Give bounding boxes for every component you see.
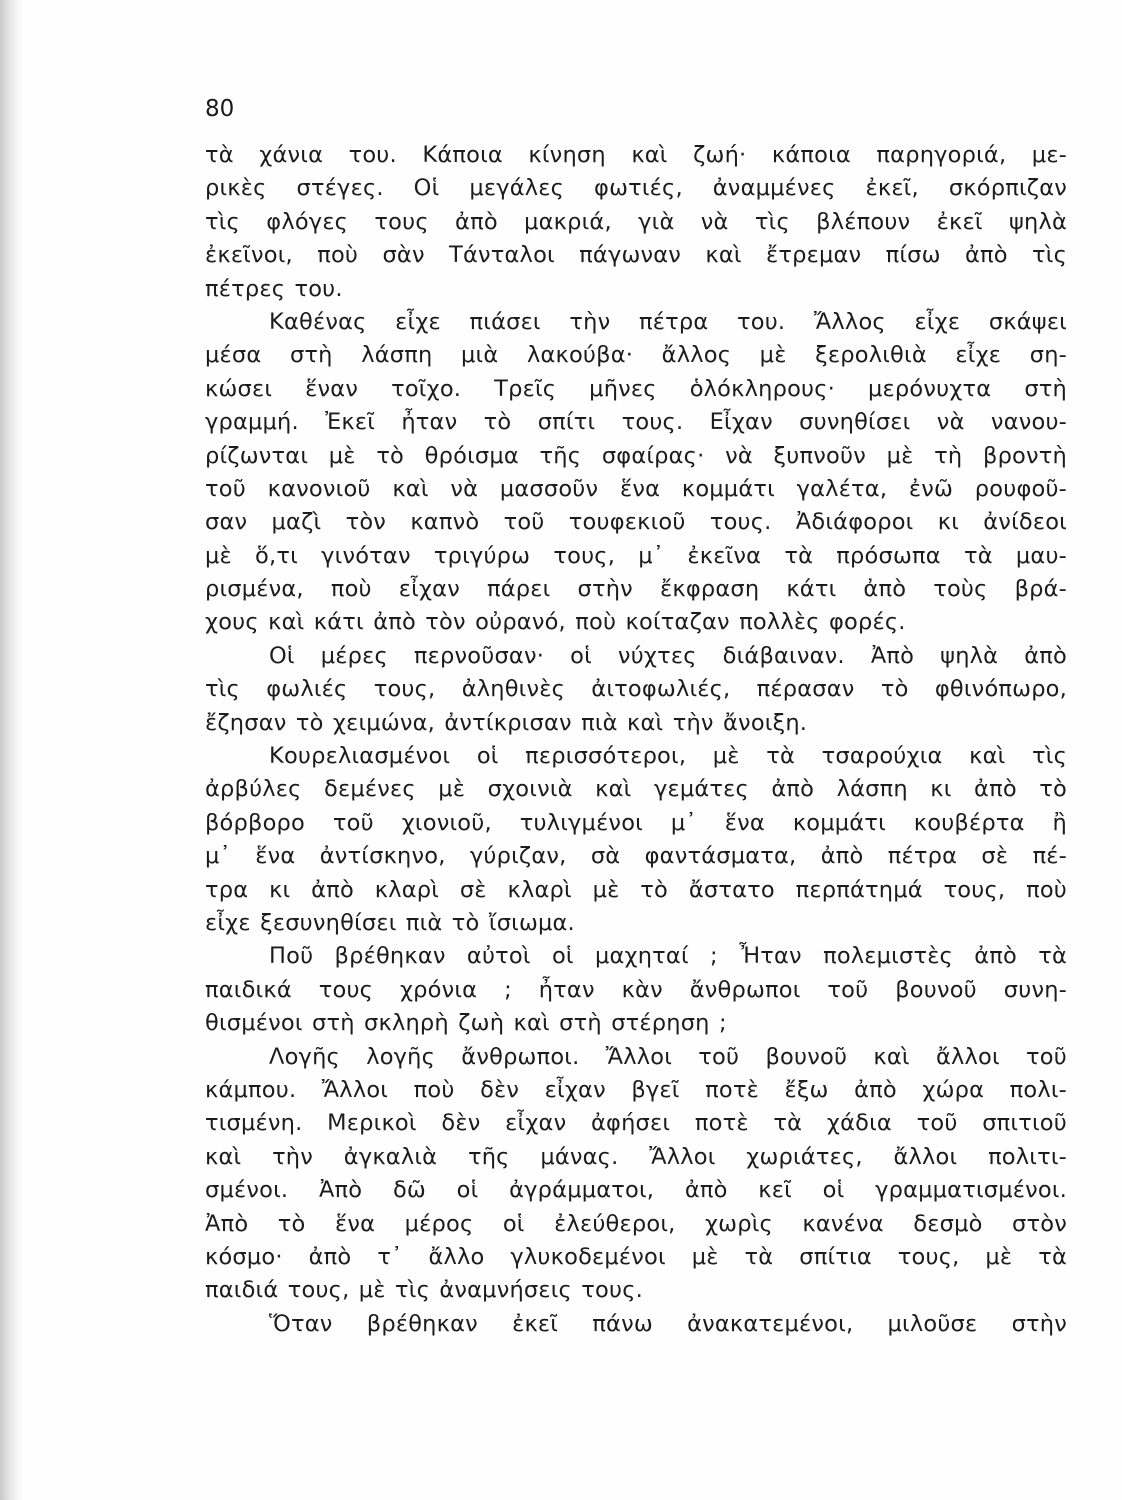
text-line: ἀρβύλες δεμένες μὲ σχοινιὰ καὶ γεμάτες ἀπὸ λάσπη κι ἀπὸ τὸ [205, 776, 1067, 803]
text-line: ρισμένα, ποὺ εἶχαν πάρει στὴν ἔκφραση κάτι ἀπὸ τοὺς βρά- [205, 576, 1067, 603]
text-line: τὶς φλόγες τους ἀπὸ μακριά, γιὰ νὰ τὶς βλέπουν ἐκεῖ ψηλὰ [205, 208, 1067, 235]
text-line: τὶς φωλιές τους, ἀληθινὲς ἀιτοφωλιές, πέρασαν τὸ φθινόπωρο, [205, 676, 1067, 703]
text-line: παιδιά τους, μὲ τὶς ἀναμνήσεις τους. [205, 1277, 643, 1304]
text-line: μ᾽ ἕνα ἀντίσκηνο, γύριζαν, σὰ φαντάσματα, ἀπὸ πέτρα σὲ πέ- [205, 843, 1067, 870]
text-line: ρικὲς στέγες. Οἱ μεγάλες φωτιές, ἀναμμένες ἐκεῖ, σκόρπιζαν [205, 175, 1067, 202]
text-line: εἶχε ξεσυνηθίσει πιὰ τὸ ἴσιωμα. [205, 909, 575, 936]
text-line: τισμένη. Μερικοὶ δὲν εἶχαν ἀφήσει ποτὲ τὰ χάδια τοῦ σπιτιοῦ [205, 1110, 1067, 1137]
text-line: σμένοι. Ἀπὸ δῶ οἱ ἀγράμματοι, ἀπὸ κεῖ οἱ γραμματισμένοι. [205, 1177, 1067, 1204]
paragraph-first-line: Ὅταν βρέθηκαν ἐκεῖ πάνω ἀνακατεμένοι, μιλοῦσε στὴν [269, 1310, 1067, 1337]
text-line: κάμπου. Ἄλλοι ποὺ δὲν εἶχαν βγεῖ ποτὲ ἔξω ἀπὸ χώρα πολι- [205, 1076, 1067, 1103]
paragraph-first-line: Κουρελιασμένοι οἱ περισσότεροι, μὲ τὰ τσαρούχια καὶ τὶς [269, 743, 1067, 770]
text-line: κώσει ἕναν τοῖχο. Τρεῖς μῆνες ὁλόκληρους· μερόνυχτα στὴ [205, 375, 1067, 402]
page-binding-shadow [0, 0, 24, 1500]
page-number: 80 [205, 96, 235, 122]
text-line: καὶ τὴν ἀγκαλιὰ τῆς μάνας. Ἄλλοι χωριάτες, ἄλλοι πολιτι- [205, 1143, 1067, 1170]
text-line: μὲ ὅ,τι γινόταν τριγύρω τους, μ᾽ ἐκεῖνα τὰ πρόσωπα τὰ μαυ- [205, 542, 1067, 569]
text-line: ἔζησαν τὸ χειμώνα, ἀντίκρισαν πιὰ καὶ τὴν ἄνοιξη. [205, 709, 808, 736]
paragraph-first-line: Ποῦ βρέθηκαν αὐτοὶ οἱ μαχηταί ; Ἦταν πολεμιστὲς ἀπὸ τὰ [269, 943, 1067, 970]
text-line: σαν μαζὶ τὸν καπνὸ τοῦ τουφεκιοῦ τους. Ἀδιάφοροι κι ἀνίδεοι [205, 509, 1067, 536]
text-line: τοῦ κανονιοῦ καὶ νὰ μασσοῦν ἕνα κομμάτι γαλέτα, ἐνῶ ρουφοῦ- [205, 475, 1067, 502]
text-line: θισμένοι στὴ σκληρὴ ζωὴ καὶ στὴ στέρηση ; [205, 1010, 727, 1037]
paragraph-first-line: Καθένας εἶχε πιάσει τὴν πέτρα του. Ἄλλος εἶχε σκάψει [269, 308, 1067, 335]
text-line: κόσμο· ἀπὸ τ᾽ ἄλλο γλυκοδεμένοι μὲ τὰ σπίτια τους, μὲ τὰ [205, 1243, 1067, 1270]
text-line: τρα κι ἀπὸ κλαρὶ σὲ κλαρὶ μὲ τὸ ἄστατο περπάτημά τους, ποὺ [205, 876, 1067, 903]
paragraph-first-line: Οἱ μέρες περνοῦσαν· οἱ νύχτες διάβαιναν. Ἀπὸ ψηλὰ ἀπὸ [269, 642, 1067, 669]
text-line: γραμμή. Ἐκεῖ ἦταν τὸ σπίτι τους. Εἶχαν συνηθίσει νὰ νανου- [205, 409, 1067, 436]
text-line: πέτρες του. [205, 275, 343, 302]
text-line: τὰ χάνια του. Κάποια κίνηση καὶ ζωή· κάποια παρηγοριά, με- [205, 142, 1067, 168]
text-line: Ἀπὸ τὸ ἕνα μέρος οἱ ἐλεύθεροι, χωρὶς κανένα δεσμὸ στὸν [205, 1210, 1067, 1237]
body-text [205, 139, 1067, 1341]
text-line: ἐκεῖνοι, ποὺ σὰν Τάνταλοι πάγωναν καὶ ἔτρεμαν πίσω ἀπὸ τὶς [205, 242, 1067, 269]
text-line: ρίζωνται μὲ τὸ θρόισμα τῆς σφαίρας· νὰ ξυπνοῦν μὲ τὴ βροντὴ [205, 442, 1067, 469]
paragraph-first-line: Λογῆς λογῆς ἄνθρωποι. Ἄλλοι τοῦ βουνοῦ καὶ ἄλλοι τοῦ [269, 1043, 1067, 1070]
text-line: βόρβορο τοῦ χιονιοῦ, τυλιγμένοι μ᾽ ἕνα κομμάτι κουβέρτα ἢ [205, 809, 1067, 836]
text-line: παιδικά τους χρόνια ; ἦταν κὰν ἄνθρωποι τοῦ βουνοῦ συνη- [205, 976, 1067, 1003]
text-line: μέσα στὴ λάσπη μιὰ λακούβα· ἄλλος μὲ ξερολιθιὰ εἶχε ση- [205, 342, 1067, 369]
text-line: χους καὶ κάτι ἀπὸ τὸν οὐρανό, ποὺ κοίταζαν πολλὲς φορές. [205, 609, 906, 636]
